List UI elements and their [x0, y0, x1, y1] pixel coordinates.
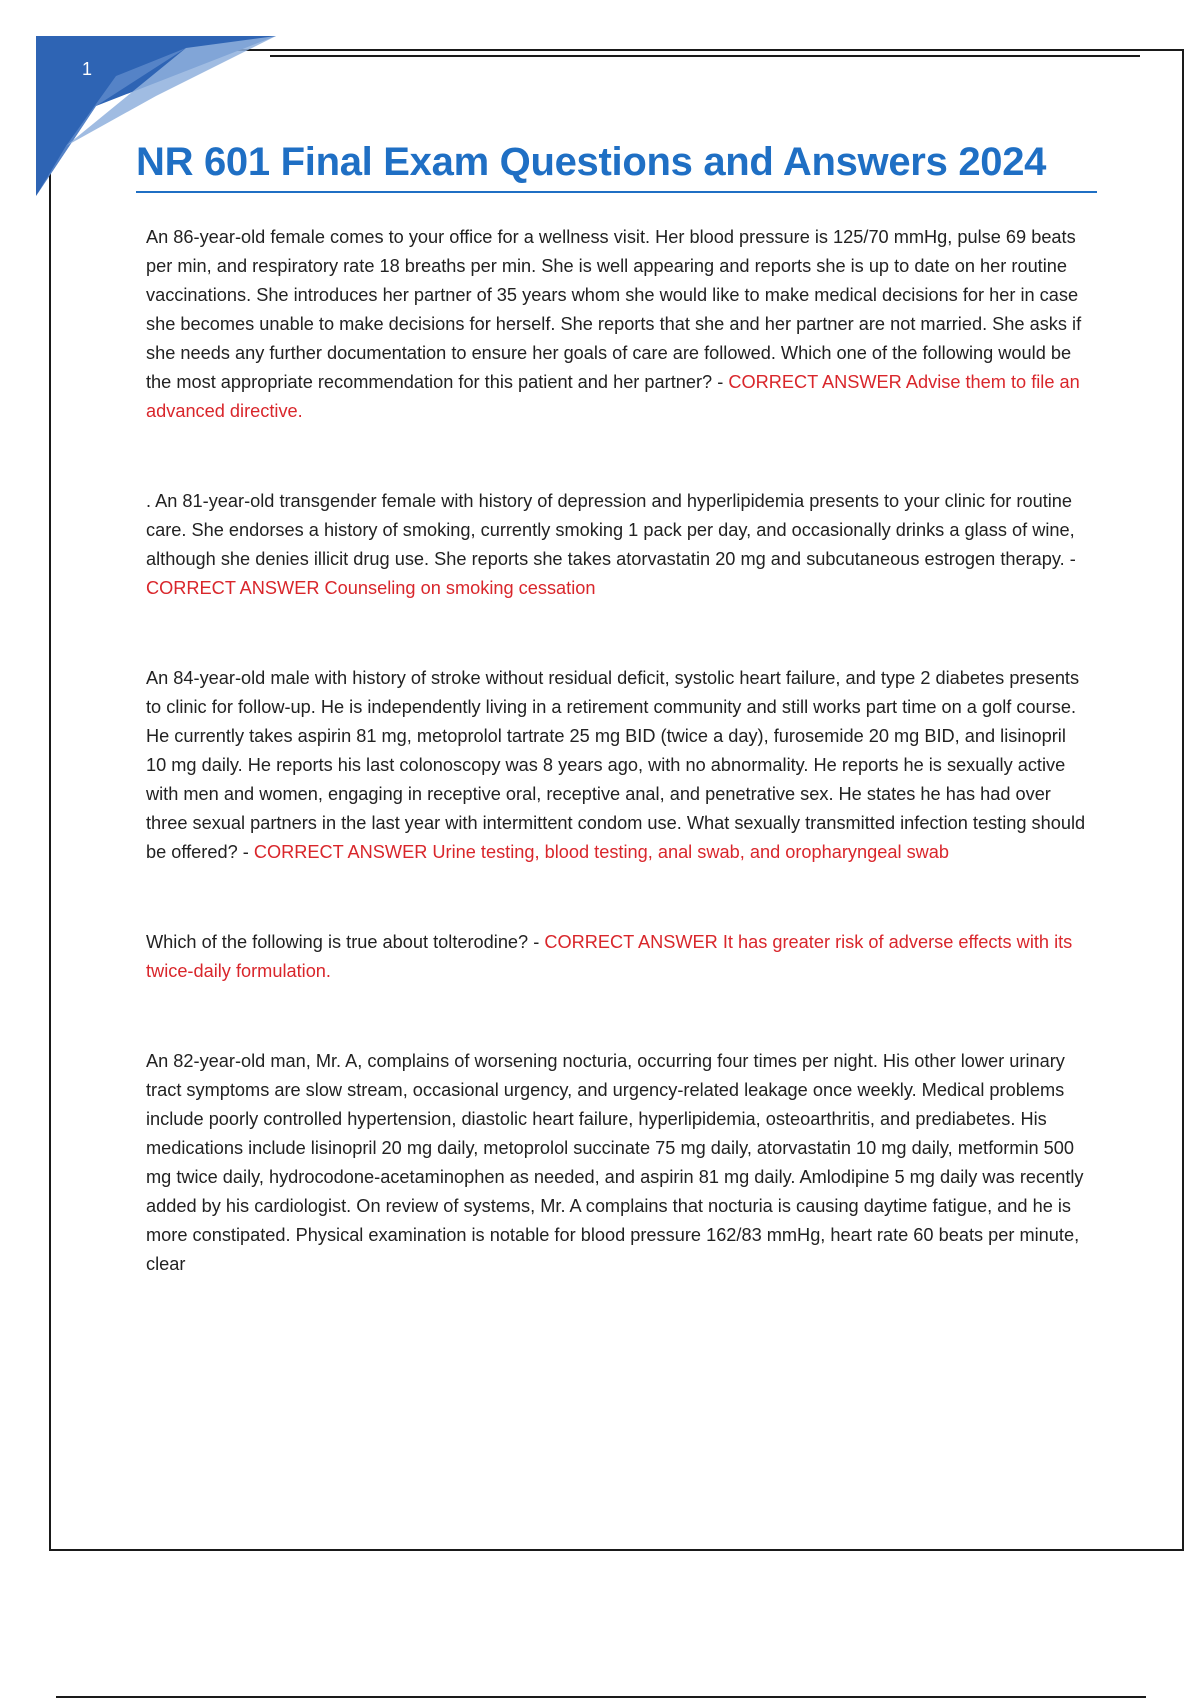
question-text: An 82-year-old man, Mr. A, complains of worsening nocturia, occurring four times per night. His other lower urinary tract symptoms are slow stream, occasional urgency, and urgency-related leakage once weekly. Medical problems include poorly controlled hypertension, diastolic heart failure, hyperlipidemia, osteoarthritis, and prediabetes. His medications include lisinopril 20 mg daily, metoprolol succinate 75 mg daily, atorvastatin 10 mg daily, metformin 500 mg twice daily, hydrocodone-acetaminophen as needed, and aspirin 81 mg daily. Amlodipine 5 mg daily was recently added by his cardiologist. On review of systems, Mr. A complains that nocturia is causing daytime fatigue, and he is more constipated. Physical examination is notable for blood pressure 162/83 mmHg, heart rate 60 beats per minute, clear	[146, 1051, 1084, 1274]
question-block	[146, 1047, 1090, 1279]
document-title: NR 601 Final Exam Questions and Answers 2024	[136, 140, 1047, 184]
question-block	[146, 664, 1090, 867]
question-text: An 84-year-old male with history of stroke without residual deficit, systolic heart failure, and type 2 diabetes presents to clinic for follow-up. He is independently living in a retirement community and still works part time on a golf course. He currently takes aspirin 81 mg, metoprolol tartrate 25 mg BID (twice a day), furosemide 20 mg BID, and lisinopril 10 mg daily. He reports his last colonoscopy was 8 years ago, with no abnormality. He reports he is sexually active with men and women, engaging in receptive oral, receptive anal, and penetrative sex. He states he has had over three sexual partners in the last year with intermittent condom use. What sexually transmitted infection testing should be offered? -	[146, 668, 1086, 862]
footer-rule	[56, 1696, 1146, 1698]
question-block	[146, 928, 1090, 986]
header-rule	[270, 55, 1140, 57]
title-underline	[136, 191, 1097, 193]
question-text: An 86-year-old female comes to your office for a wellness visit. Her blood pressure is 125/70 mmHg, pulse 69 beats per min, and respiratory rate 18 breaths per min. She is well appearing and reports she is up to date on her routine vaccinations. She introduces her partner of 35 years whom she would like to make medical decisions for her in case she becomes unable to make decisions for herself. She reports that she and her partner are not married. She asks if she needs any further documentation to ensure her goals of care are followed. Which one of the following would be the most appropriate recommendation for this patient and her partner? -	[146, 227, 1082, 392]
correct-answer: CORRECT ANSWER Counseling on smoking cessation	[146, 578, 596, 598]
question-text: Which of the following is true about tolterodine? -	[146, 932, 545, 952]
question-block	[146, 487, 1090, 603]
page-number: 1	[82, 59, 93, 79]
question-block	[146, 223, 1090, 426]
correct-answer: CORRECT ANSWER It has greater risk of adverse effects with its twice-daily formulation.	[146, 932, 1073, 981]
question-text: . An 81-year-old transgender female with history of depression and hyperlipidemia presents to your clinic for routine care. She endorses a history of smoking, currently smoking 1 pack per day, and occasionally drinks a glass of wine, although she denies illicit drug use. She reports she takes atorvastatin 20 mg and subcutaneous estrogen therapy. -	[146, 491, 1076, 569]
correct-answer: CORRECT ANSWER Urine testing, blood testing, anal swab, and oropharyngeal swab	[253, 842, 950, 862]
correct-answer: CORRECT ANSWER Advise them to file an advanced directive.	[146, 372, 1080, 421]
question-list	[146, 223, 1090, 1279]
